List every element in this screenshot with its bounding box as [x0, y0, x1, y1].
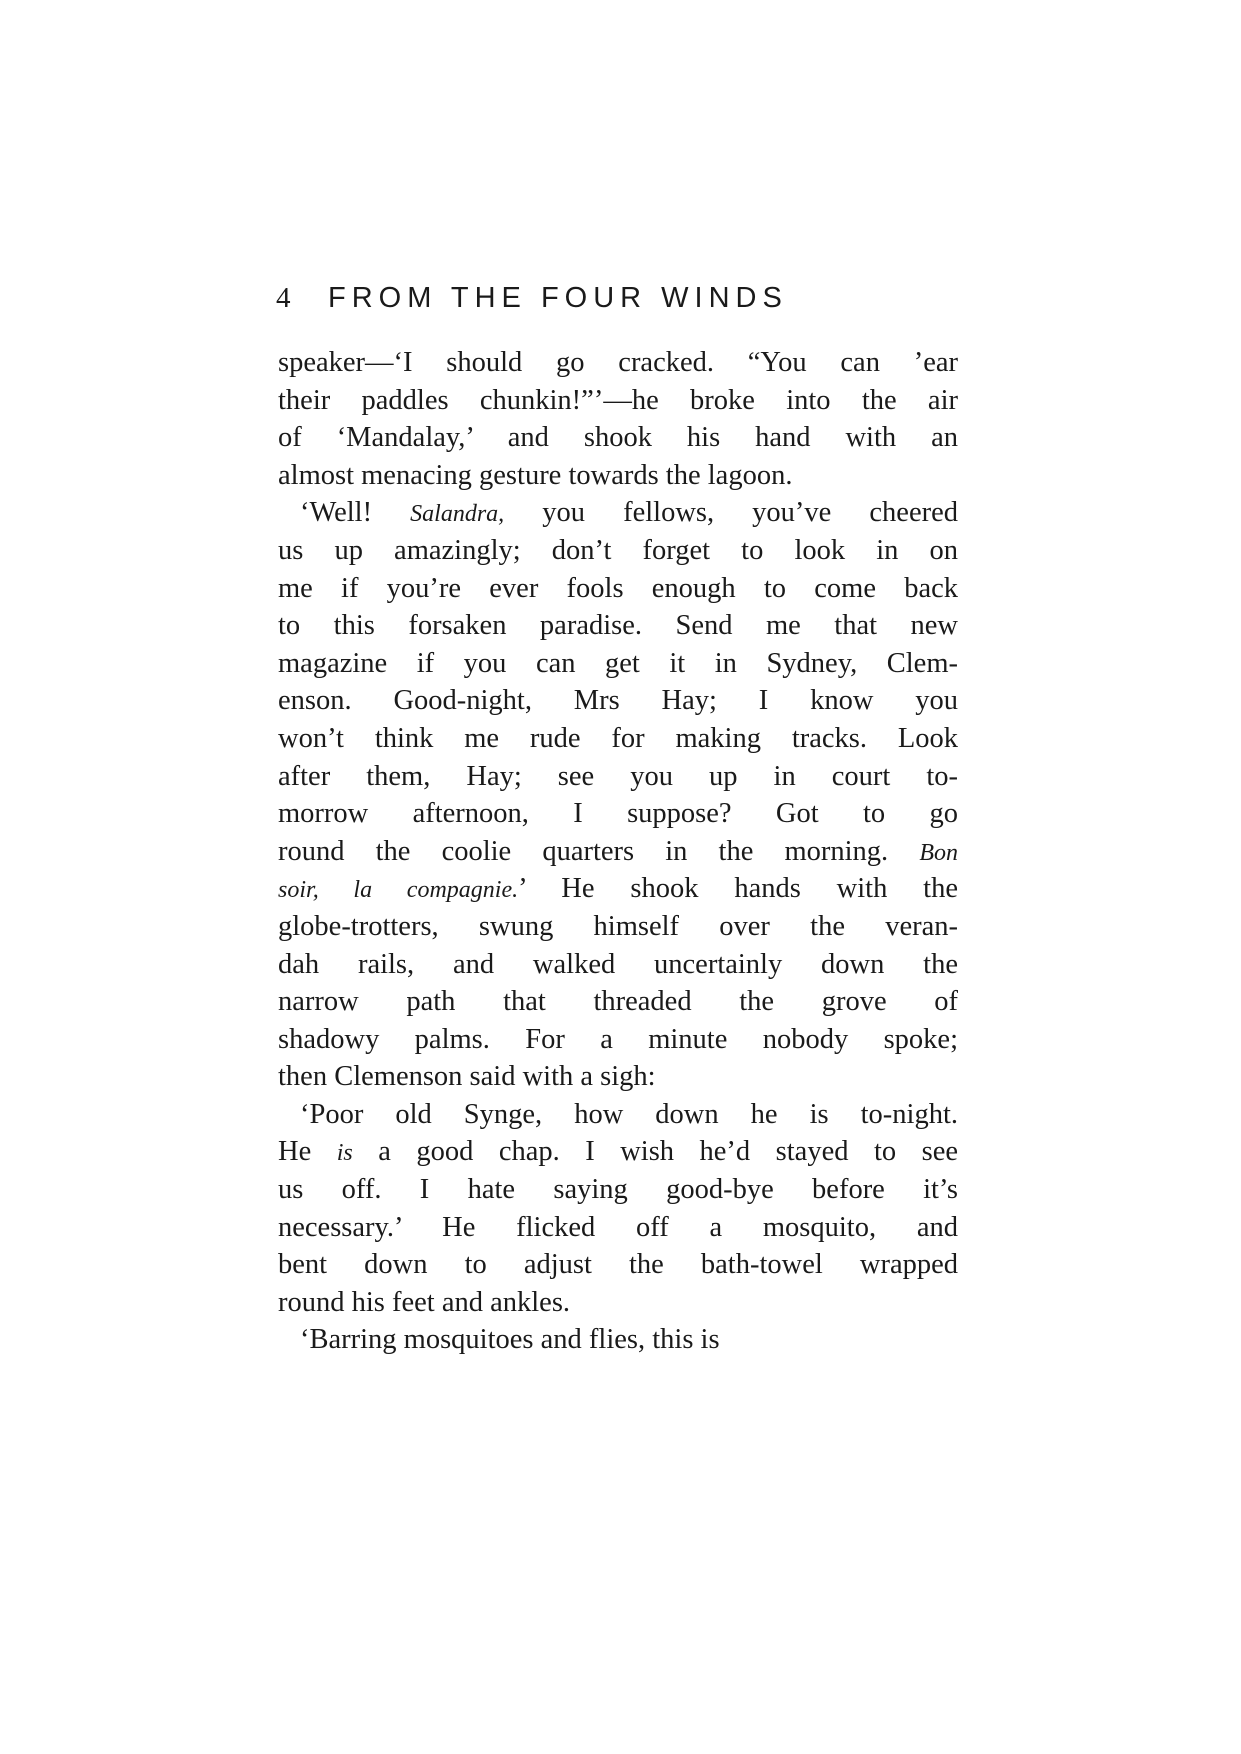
text-line [278, 1096, 958, 1134]
text-segment: dah rails, and walked uncertainly down the [278, 948, 958, 980]
text-segment: their paddles chunkin!”’—he broke into the air [278, 384, 958, 416]
text-line [278, 494, 958, 532]
text-line [278, 1209, 958, 1247]
text-segment: a good chap. I wish he’d stayed to see [352, 1136, 958, 1168]
text-line [278, 1284, 958, 1322]
italic-text: Salandra, [410, 501, 505, 528]
text-line [278, 1321, 958, 1359]
text-line [278, 908, 958, 946]
italic-text: Bon [919, 839, 958, 866]
running-head [276, 278, 966, 318]
text-line [278, 1021, 958, 1059]
text-line [278, 1246, 958, 1284]
body-text [278, 344, 958, 1359]
text-segment: magazine if you can get it in Sydney, Clem- [278, 647, 958, 679]
text-segment: almost menacing gesture towards the lagoon. [278, 459, 793, 491]
text-segment: necessary.’ He flicked off a mosquito, and [278, 1211, 958, 1243]
text-segment: globe-trotters, swung himself over the veran- [278, 910, 958, 942]
page-number: 4 [276, 282, 291, 314]
text-line [278, 795, 958, 833]
text-line [278, 983, 958, 1021]
text-line [278, 946, 958, 984]
text-line [278, 457, 958, 495]
text-line [278, 1171, 958, 1209]
text-segment: ‘Barring mosquitoes and flies, this is [300, 1324, 720, 1356]
text-line [278, 720, 958, 758]
text-segment: of ‘Mandalay,’ and shook his hand with an [278, 422, 958, 454]
text-line [278, 870, 958, 908]
text-segment: enson. Good-night, Mrs Hay; I know you [278, 685, 958, 717]
text-segment: ‘Poor old Synge, how down he is to-night. [300, 1098, 958, 1130]
text-line [278, 645, 958, 683]
text-segment: morrow afternoon, I suppose? Got to go [278, 798, 958, 830]
text-segment: shadowy palms. For a minute nobody spoke; [278, 1023, 958, 1055]
text-line [278, 833, 958, 871]
italic-text: soir, la compagnie. [278, 877, 519, 904]
text-line [278, 1058, 958, 1096]
italic-text: is [336, 1140, 353, 1167]
text-segment: won’t think me rude for making tracks. Look [278, 722, 958, 754]
text-segment: to this forsaken paradise. Send me that new [278, 610, 958, 642]
text-segment: us up amazingly; don’t forget to look in on [278, 534, 958, 566]
text-segment: He [278, 1136, 337, 1168]
text-line [278, 532, 958, 570]
text-line [278, 570, 958, 608]
text-line [278, 607, 958, 645]
text-segment: ‘Well! [300, 497, 411, 529]
text-segment: ’ He shook hands with the [518, 873, 958, 905]
text-segment: after them, Hay; see you up in court to- [278, 760, 958, 792]
text-segment: us off. I hate saying good-bye before it’s [278, 1174, 958, 1206]
book-title: FROM THE FOUR WINDS [328, 282, 788, 314]
text-line [278, 1133, 958, 1171]
text-segment: round the coolie quarters in the morning. [278, 835, 920, 867]
text-segment: then Clemenson said with a sigh: [278, 1061, 656, 1093]
text-segment: speaker—‘I should go cracked. “You can ’ear [278, 347, 958, 378]
text-segment: narrow path that threaded the grove of [278, 986, 958, 1018]
text-line [278, 758, 958, 796]
text-segment: bent down to adjust the bath-towel wrapped [278, 1249, 958, 1281]
text-segment: round his feet and ankles. [278, 1286, 571, 1318]
text-line [278, 419, 958, 457]
text-line [278, 344, 958, 382]
text-line [278, 382, 958, 420]
text-segment: me if you’re ever fools enough to come back [278, 572, 958, 604]
text-line [278, 682, 958, 720]
text-segment: you fellows, you’ve cheered [504, 497, 958, 529]
